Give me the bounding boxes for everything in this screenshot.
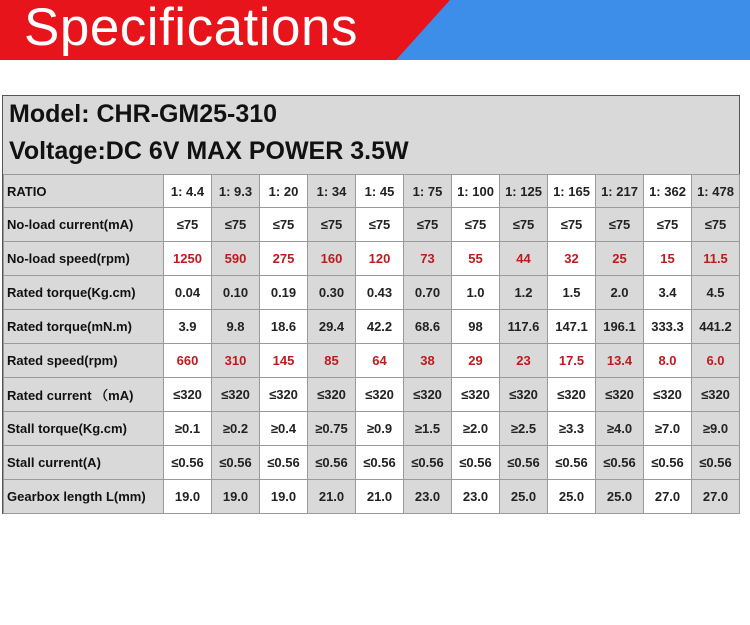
table-cell: 1: 45 <box>356 175 404 208</box>
table-cell: ≥2.5 <box>500 412 548 446</box>
table-cell: ≤320 <box>164 378 212 412</box>
table-cell: 55 <box>452 242 500 276</box>
table-cell: 3.9 <box>164 310 212 344</box>
table-cell: ≤0.56 <box>308 446 356 480</box>
table-cell: 147.1 <box>548 310 596 344</box>
table-cell: 0.19 <box>260 276 308 310</box>
table-cell: ≤0.56 <box>164 446 212 480</box>
table-cell: ≤75 <box>260 208 308 242</box>
table-cell: 73 <box>404 242 452 276</box>
table-cell: ≤320 <box>308 378 356 412</box>
table-cell: ≥9.0 <box>692 412 740 446</box>
table-cell: ≤320 <box>548 378 596 412</box>
table-cell: 1: 217 <box>596 175 644 208</box>
table-cell: 18.6 <box>260 310 308 344</box>
table-cell: 4.5 <box>692 276 740 310</box>
table-cell: ≤320 <box>692 378 740 412</box>
table-cell: 23.0 <box>452 480 500 514</box>
table-cell: 32 <box>548 242 596 276</box>
table-cell: ≥0.4 <box>260 412 308 446</box>
table-cell: 333.3 <box>644 310 692 344</box>
table-cell: 1: 34 <box>308 175 356 208</box>
table-row <box>4 310 740 344</box>
table-cell: ≤75 <box>164 208 212 242</box>
row-label: RATIO <box>4 175 164 208</box>
table-cell: ≤320 <box>452 378 500 412</box>
table-cell: 1: 4.4 <box>164 175 212 208</box>
table-cell: 27.0 <box>692 480 740 514</box>
table-cell: 1: 20 <box>260 175 308 208</box>
table-cell: 15 <box>644 242 692 276</box>
table-cell: 38 <box>404 344 452 378</box>
table-cell: 25.0 <box>596 480 644 514</box>
table-cell: 19.0 <box>212 480 260 514</box>
row-label: Rated current （mA) <box>4 378 164 412</box>
table-cell: 13.4 <box>596 344 644 378</box>
table-cell: 19.0 <box>260 480 308 514</box>
table-cell: 29.4 <box>308 310 356 344</box>
table-cell: 0.10 <box>212 276 260 310</box>
table-cell: 44 <box>500 242 548 276</box>
table-cell: 68.6 <box>404 310 452 344</box>
table-cell: 1: 125 <box>500 175 548 208</box>
table-cell: 25 <box>596 242 644 276</box>
table-cell: ≤0.56 <box>500 446 548 480</box>
row-label: No-load speed(rpm) <box>4 242 164 276</box>
banner-title: Specifications <box>24 0 359 57</box>
table-cell: ≥2.0 <box>452 412 500 446</box>
table-cell: 2.0 <box>596 276 644 310</box>
table-cell: 160 <box>308 242 356 276</box>
table-cell: ≤320 <box>260 378 308 412</box>
table-row <box>4 276 740 310</box>
table-cell: ≤75 <box>596 208 644 242</box>
table-row <box>4 242 740 276</box>
table-row <box>4 175 740 208</box>
row-label: Rated torque(Kg.cm) <box>4 276 164 310</box>
table-cell: 23.0 <box>404 480 452 514</box>
table-cell: ≤75 <box>308 208 356 242</box>
specifications-banner <box>0 0 750 60</box>
table-cell: 98 <box>452 310 500 344</box>
table-cell: ≤75 <box>212 208 260 242</box>
table-row <box>4 412 740 446</box>
table-cell: 3.4 <box>644 276 692 310</box>
spec-sheet <box>2 95 740 514</box>
table-cell: ≤75 <box>452 208 500 242</box>
table-cell: 310 <box>212 344 260 378</box>
table-cell: ≥1.5 <box>404 412 452 446</box>
table-cell: ≤75 <box>356 208 404 242</box>
table-cell: 441.2 <box>692 310 740 344</box>
voltage-line: Voltage:DC 6V MAX POWER 3.5W <box>9 137 409 165</box>
table-cell: ≤0.56 <box>692 446 740 480</box>
table-cell: ≥3.3 <box>548 412 596 446</box>
table-cell: 1: 478 <box>692 175 740 208</box>
table-cell: 29 <box>452 344 500 378</box>
row-label: Gearbox length L(mm) <box>4 480 164 514</box>
table-cell: 0.43 <box>356 276 404 310</box>
table-cell: 120 <box>356 242 404 276</box>
table-cell: 23 <box>500 344 548 378</box>
table-cell: 145 <box>260 344 308 378</box>
table-cell: ≤0.56 <box>644 446 692 480</box>
row-label: Rated speed(rpm) <box>4 344 164 378</box>
table-cell: ≤0.56 <box>548 446 596 480</box>
table-cell: 1.0 <box>452 276 500 310</box>
table-cell: ≤0.56 <box>404 446 452 480</box>
table-cell: ≥0.2 <box>212 412 260 446</box>
table-cell: 85 <box>308 344 356 378</box>
table-cell: 17.5 <box>548 344 596 378</box>
table-row <box>4 208 740 242</box>
table-cell: 0.70 <box>404 276 452 310</box>
table-cell: ≤0.56 <box>356 446 404 480</box>
table-cell: ≤0.56 <box>212 446 260 480</box>
table-cell: ≤75 <box>548 208 596 242</box>
table-cell: 8.0 <box>644 344 692 378</box>
table-cell: ≤0.56 <box>452 446 500 480</box>
table-row <box>4 446 740 480</box>
table-cell: 1: 165 <box>548 175 596 208</box>
table-cell: 21.0 <box>356 480 404 514</box>
table-cell: 275 <box>260 242 308 276</box>
table-cell: ≤320 <box>644 378 692 412</box>
table-cell: ≥7.0 <box>644 412 692 446</box>
table-cell: 1250 <box>164 242 212 276</box>
table-cell: 6.0 <box>692 344 740 378</box>
table-cell: ≤320 <box>500 378 548 412</box>
table-cell: ≤75 <box>692 208 740 242</box>
table-cell: ≤75 <box>404 208 452 242</box>
table-cell: ≥0.1 <box>164 412 212 446</box>
spec-table <box>3 174 740 514</box>
table-cell: ≥0.9 <box>356 412 404 446</box>
table-cell: 64 <box>356 344 404 378</box>
row-label: Rated torque(mN.m) <box>4 310 164 344</box>
table-cell: 21.0 <box>308 480 356 514</box>
table-cell: 0.04 <box>164 276 212 310</box>
table-cell: ≤320 <box>404 378 452 412</box>
table-cell: ≤75 <box>644 208 692 242</box>
row-label: Stall torque(Kg.cm) <box>4 412 164 446</box>
table-cell: 27.0 <box>644 480 692 514</box>
table-cell: ≤320 <box>212 378 260 412</box>
table-cell: 25.0 <box>548 480 596 514</box>
model-line: Model: CHR-GM25-310 <box>9 100 278 128</box>
table-cell: 196.1 <box>596 310 644 344</box>
table-cell: 19.0 <box>164 480 212 514</box>
table-cell: 1: 75 <box>404 175 452 208</box>
table-cell: 590 <box>212 242 260 276</box>
table-cell: ≤0.56 <box>260 446 308 480</box>
table-cell: 25.0 <box>500 480 548 514</box>
table-cell: 0.30 <box>308 276 356 310</box>
table-cell: ≤75 <box>500 208 548 242</box>
row-label: Stall current(A) <box>4 446 164 480</box>
table-cell: 1: 9.3 <box>212 175 260 208</box>
table-cell: ≥4.0 <box>596 412 644 446</box>
table-cell: 42.2 <box>356 310 404 344</box>
row-label: No-load current(mA) <box>4 208 164 242</box>
spec-header <box>3 96 739 175</box>
table-cell: ≥0.75 <box>308 412 356 446</box>
table-cell: 1.5 <box>548 276 596 310</box>
table-cell: 660 <box>164 344 212 378</box>
table-cell: 1: 362 <box>644 175 692 208</box>
table-cell: ≤0.56 <box>596 446 644 480</box>
table-row <box>4 480 740 514</box>
table-cell: 11.5 <box>692 242 740 276</box>
table-row <box>4 378 740 412</box>
table-cell: 117.6 <box>500 310 548 344</box>
table-cell: 1: 100 <box>452 175 500 208</box>
table-cell: 9.8 <box>212 310 260 344</box>
table-row <box>4 344 740 378</box>
table-cell: 1.2 <box>500 276 548 310</box>
table-cell: ≤320 <box>596 378 644 412</box>
table-cell: ≤320 <box>356 378 404 412</box>
